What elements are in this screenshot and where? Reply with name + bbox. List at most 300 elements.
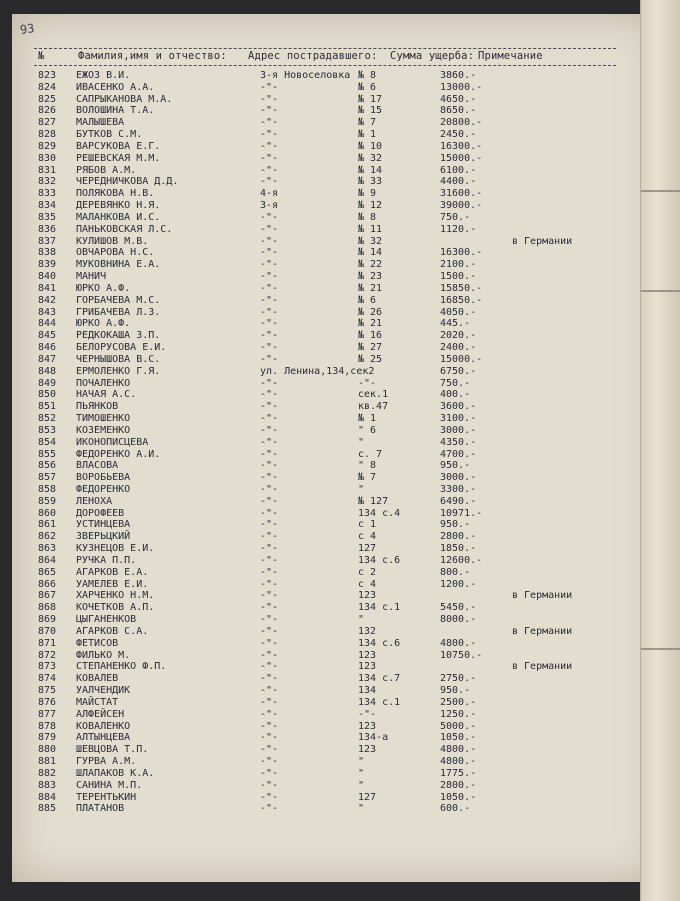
- row-address: -"-: [260, 625, 279, 637]
- row-name: ТЕРЕНТЬКИН: [76, 791, 137, 803]
- row-name: КОВАЛЕВ: [76, 673, 119, 685]
- table-row: [0, 354, 660, 366]
- row-name: ПОЧАЛЕНКО: [76, 377, 131, 389]
- table-row: [0, 259, 660, 271]
- row-sum: 2020.-: [440, 330, 477, 342]
- row-address: -"-: [260, 413, 279, 425]
- row-sum: 4400.-: [440, 176, 477, 188]
- table-header: [34, 48, 616, 66]
- row-number: 823: [38, 70, 57, 81]
- row-address: -"-: [260, 152, 279, 164]
- row-number: 837: [38, 235, 57, 247]
- row-number: 841: [38, 282, 57, 294]
- row-house: 123: [358, 590, 377, 602]
- row-house: ": [358, 614, 365, 626]
- row-house: ": [358, 436, 365, 448]
- table-row: [0, 105, 660, 117]
- table-row: [0, 709, 660, 721]
- row-number: 829: [38, 140, 57, 152]
- row-address: -"-: [260, 377, 279, 389]
- row-number: 832: [38, 176, 57, 188]
- row-address: -"-: [260, 519, 279, 531]
- row-number: 882: [38, 767, 57, 779]
- row-address: -"-: [260, 342, 279, 354]
- row-house: ": [358, 483, 365, 495]
- row-name: РЕДКОКАША З.П.: [76, 330, 161, 342]
- row-number: 860: [38, 507, 57, 519]
- row-name: МАЛАНКОВА И.С.: [76, 211, 161, 223]
- row-name: АГАРКОВ Е.А.: [76, 566, 149, 578]
- row-number: 883: [38, 779, 57, 791]
- row-name: РЕШЕВСКАЯ М.М.: [76, 152, 161, 164]
- row-name: РУЧКА П.П.: [76, 554, 137, 566]
- table-row: [0, 567, 660, 579]
- row-sum: 39000.-: [440, 200, 483, 212]
- row-name: ИВАСЕНКО А.А.: [76, 81, 155, 93]
- row-house: 123: [358, 649, 377, 661]
- table-row: [0, 685, 660, 697]
- row-house: 127: [358, 543, 377, 555]
- row-house: № 21: [358, 318, 383, 330]
- row-name: ГОРБАЧЕВА М.С.: [76, 294, 161, 306]
- row-house: с 4: [358, 531, 377, 543]
- row-number: 884: [38, 791, 57, 803]
- row-number: 877: [38, 708, 57, 720]
- table-row: [0, 318, 660, 330]
- row-name: МУКОВНИНА Е.А.: [76, 259, 161, 271]
- row-sum: 2750.-: [440, 673, 477, 685]
- row-number: 843: [38, 306, 57, 318]
- row-number: 864: [38, 554, 57, 566]
- table-row: [0, 472, 660, 484]
- table-row: [0, 590, 660, 602]
- table-row: [0, 94, 660, 106]
- row-address: -"-: [260, 140, 279, 152]
- table-row: [0, 389, 660, 401]
- row-name: КОЧЕТКОВ А.П.: [76, 602, 155, 614]
- row-number: 836: [38, 223, 57, 235]
- row-number: 885: [38, 803, 57, 815]
- row-address: -"-: [260, 744, 279, 756]
- row-address: -"-: [260, 720, 279, 732]
- row-number: 856: [38, 460, 57, 472]
- table-row: [0, 673, 660, 685]
- row-number: 844: [38, 318, 57, 330]
- row-sum: 4650.-: [440, 93, 477, 105]
- row-name: АЛФЕЙСЕН: [76, 708, 125, 720]
- row-name: ДОРОФЕЕВ: [76, 507, 125, 519]
- row-address: -"-: [260, 401, 279, 413]
- row-address: -"-: [260, 460, 279, 472]
- row-sum: 5450.-: [440, 602, 477, 614]
- row-sum: 12600.-: [440, 554, 483, 566]
- row-address: -"-: [260, 495, 279, 507]
- row-sum: 1200.-: [440, 578, 477, 590]
- row-house: № 7: [358, 472, 377, 484]
- row-name: ДЕРЕВЯНКО Н.Я.: [76, 200, 161, 212]
- row-address: -"-: [260, 129, 279, 141]
- row-house: № 22: [358, 259, 383, 271]
- row-address: -"-: [260, 472, 279, 484]
- row-number: 857: [38, 472, 57, 484]
- row-house: ": [358, 803, 365, 815]
- row-number: 881: [38, 756, 57, 768]
- row-address: -"-: [260, 803, 279, 815]
- row-sum: 800.-: [440, 566, 471, 578]
- row-address: -"-: [260, 318, 279, 330]
- row-sum: 2400.-: [440, 342, 477, 354]
- row-address: -"-: [260, 424, 279, 436]
- row-address: -"-: [260, 767, 279, 779]
- row-number: 859: [38, 495, 57, 507]
- row-address: -"-: [260, 389, 279, 401]
- row-house: ": [358, 779, 365, 791]
- row-number: 871: [38, 637, 57, 649]
- row-name: ЕЖОЗ В.И.: [76, 70, 131, 81]
- row-sum: 4800.-: [440, 756, 477, 768]
- row-house: 134 с.6: [358, 554, 401, 566]
- row-name: КУЗНЕЦОВ Е.И.: [76, 543, 155, 555]
- row-name: ЕРМОЛЕНКО Г.Я.: [76, 365, 161, 377]
- row-house: № 26: [358, 306, 383, 318]
- row-name: КОЗЕМЕНКО: [76, 424, 131, 436]
- table-row: [0, 614, 660, 626]
- row-address: -"-: [260, 507, 279, 519]
- row-number: 830: [38, 152, 57, 164]
- row-house: № 7: [358, 117, 377, 129]
- row-address: -"-: [260, 649, 279, 661]
- row-name: ВАРСУКОВА Е.Г.: [76, 140, 161, 152]
- table-row: [0, 460, 660, 472]
- row-name: АЛТЫНЦЕВА: [76, 732, 131, 744]
- table-row: [0, 496, 660, 508]
- table-row: [0, 271, 660, 283]
- row-house: ": [358, 767, 365, 779]
- row-sum: 31600.-: [440, 188, 483, 200]
- table-row: [0, 579, 660, 591]
- row-house: № 21: [358, 282, 383, 294]
- row-name: УАЛЧЕНДИК: [76, 685, 131, 697]
- row-sum: 1775.-: [440, 767, 477, 779]
- row-number: 854: [38, 436, 57, 448]
- row-house: 127: [358, 791, 377, 803]
- row-number: 846: [38, 342, 57, 354]
- row-number: 872: [38, 649, 57, 661]
- row-address: -"-: [260, 448, 279, 460]
- row-address: 3-я: [260, 200, 279, 212]
- row-sum: 2500.-: [440, 696, 477, 708]
- row-number: 853: [38, 424, 57, 436]
- row-house: 123: [358, 720, 377, 732]
- row-sum: 16300.-: [440, 140, 483, 152]
- row-name: ЧЕРНЫШОВА В.С.: [76, 353, 161, 365]
- row-number: 828: [38, 129, 57, 141]
- row-house: 134 с.1: [358, 696, 401, 708]
- row-house: № 14: [358, 164, 383, 176]
- row-number: 861: [38, 519, 57, 531]
- row-house: № 32: [358, 152, 383, 164]
- row-number: 851: [38, 401, 57, 413]
- row-sum: 15000.-: [440, 353, 483, 365]
- row-house: № 14: [358, 247, 383, 259]
- row-name: ЦЫГАНЕНКОВ: [76, 614, 137, 626]
- row-address: -"-: [260, 247, 279, 259]
- row-number: 878: [38, 720, 57, 732]
- row-number: 850: [38, 389, 57, 401]
- table-row: [0, 401, 660, 413]
- row-address: -"-: [260, 330, 279, 342]
- row-house: № 27: [358, 342, 383, 354]
- row-house: № 32: [358, 235, 383, 247]
- row-number: 827: [38, 117, 57, 129]
- row-number: 868: [38, 602, 57, 614]
- row-address: -"-: [260, 531, 279, 543]
- row-house: № 1: [358, 413, 377, 425]
- table-row: [0, 224, 660, 236]
- row-sum: 1250.-: [440, 708, 477, 720]
- row-sum: 8650.-: [440, 105, 477, 117]
- row-house: 134 с.6: [358, 637, 401, 649]
- row-sum: 3000.-: [440, 472, 477, 484]
- row-sum: 3860.-: [440, 70, 477, 81]
- row-house: № 10: [358, 140, 383, 152]
- table-row: [0, 543, 660, 555]
- row-address: -"-: [260, 661, 279, 673]
- table-row: [0, 484, 660, 496]
- row-number: 866: [38, 578, 57, 590]
- row-sum: 6100.-: [440, 164, 477, 176]
- row-number: 873: [38, 661, 57, 673]
- row-address: -"-: [260, 791, 279, 803]
- row-house: № 17: [358, 93, 383, 105]
- row-sum: 20800.-: [440, 117, 483, 129]
- table-row: [0, 176, 660, 188]
- row-address: -"-: [260, 235, 279, 247]
- table-row: [0, 756, 660, 768]
- table-row: [0, 792, 660, 804]
- row-number: 840: [38, 271, 57, 283]
- row-number: 875: [38, 685, 57, 697]
- row-house: -"-: [358, 377, 377, 389]
- table-row: [0, 283, 660, 295]
- row-address: -"-: [260, 779, 279, 791]
- row-address: -"-: [260, 685, 279, 697]
- row-name: ПАНЬКОВСКАЯ Л.С.: [76, 223, 173, 235]
- row-number: 835: [38, 211, 57, 223]
- row-number: 869: [38, 614, 57, 626]
- row-address: 3-я Новоселовка: [260, 70, 351, 81]
- table-row: [0, 602, 660, 614]
- row-house: 134-а: [358, 732, 389, 744]
- row-sum: 750.-: [440, 211, 471, 223]
- row-address: -"-: [260, 590, 279, 602]
- row-house: 134 с.1: [358, 602, 401, 614]
- row-address: -"-: [260, 259, 279, 271]
- table-row: [0, 531, 660, 543]
- table-row: [0, 366, 660, 378]
- row-number: 834: [38, 200, 57, 212]
- row-house: 134: [358, 685, 377, 697]
- row-sum: 4800.-: [440, 637, 477, 649]
- row-sum: 1850.-: [440, 543, 477, 555]
- header-note: Примечание: [478, 50, 543, 62]
- row-address: -"-: [260, 554, 279, 566]
- table-row: [0, 188, 660, 200]
- row-number: 870: [38, 625, 57, 637]
- row-sum: 1500.-: [440, 271, 477, 283]
- row-note: в Германии: [512, 661, 573, 673]
- row-address: -"-: [260, 436, 279, 448]
- row-address: -"-: [260, 696, 279, 708]
- row-name: МАЙСТАТ: [76, 696, 119, 708]
- row-number: 849: [38, 377, 57, 389]
- row-address: -"-: [260, 732, 279, 744]
- row-house: 132: [358, 625, 377, 637]
- row-name: ШЕВЦОВА Т.П.: [76, 744, 149, 756]
- row-number: 839: [38, 259, 57, 271]
- table-row: [0, 295, 660, 307]
- row-note: в Германии: [512, 625, 573, 637]
- row-sum: 1050.-: [440, 732, 477, 744]
- row-sum: 15000.-: [440, 152, 483, 164]
- row-address: -"-: [260, 637, 279, 649]
- row-number: 858: [38, 483, 57, 495]
- row-number: 865: [38, 566, 57, 578]
- row-house: № 8: [358, 70, 377, 81]
- row-address: -"-: [260, 306, 279, 318]
- row-address: -"-: [260, 117, 279, 129]
- row-number: 862: [38, 531, 57, 543]
- header-sum: Сумма ущерба:: [390, 50, 475, 62]
- row-name: ЗВЕРЬЦКИЙ: [76, 531, 131, 543]
- row-name: ПОЛЯКОВА Н.В.: [76, 188, 155, 200]
- row-house: " 8: [358, 460, 377, 472]
- row-sum: 10971.-: [440, 507, 483, 519]
- table-row: [0, 342, 660, 354]
- row-house: 134 с.4: [358, 507, 401, 519]
- row-address: -"-: [260, 223, 279, 235]
- row-address: -"-: [260, 282, 279, 294]
- row-sum: 15850.-: [440, 282, 483, 294]
- row-house: 123: [358, 661, 377, 673]
- table-row: [0, 626, 660, 638]
- row-name: ФИЛЬКО М.: [76, 649, 131, 661]
- table-row: [0, 638, 660, 650]
- row-address: -"-: [260, 294, 279, 306]
- table-row: [0, 650, 660, 662]
- row-name: ФЕДОРЕНКО: [76, 483, 131, 495]
- row-address: ул. Ленина,134,сек2: [260, 365, 375, 377]
- row-sum: 3600.-: [440, 401, 477, 413]
- table-row: [0, 153, 660, 165]
- row-house: сек.1: [358, 389, 389, 401]
- row-address: -"-: [260, 211, 279, 223]
- row-name: НАЧАЯ А.С.: [76, 389, 137, 401]
- row-number: 852: [38, 413, 57, 425]
- row-house: № 25: [358, 353, 383, 365]
- row-house: кв.47: [358, 401, 389, 413]
- row-number: 825: [38, 93, 57, 105]
- row-address: -"-: [260, 543, 279, 555]
- row-sum: 16300.-: [440, 247, 483, 259]
- row-name: ВЛАСОВА: [76, 460, 119, 472]
- table-row: [0, 236, 660, 248]
- row-name: ВОРОБЬЕВА: [76, 472, 131, 484]
- table-row: [0, 425, 660, 437]
- row-house: ": [358, 756, 365, 768]
- row-sum: 10750.-: [440, 649, 483, 661]
- table-row: [0, 555, 660, 567]
- row-number: 863: [38, 543, 57, 555]
- table-row: [0, 129, 660, 141]
- row-name: ГРИБАЧЕВА Л.З.: [76, 306, 161, 318]
- row-name: УСТИНЦЕВА: [76, 519, 131, 531]
- row-house: № 6: [358, 294, 377, 306]
- row-house: № 15: [358, 105, 383, 117]
- row-number: 838: [38, 247, 57, 259]
- row-note: в Германии: [512, 590, 573, 602]
- row-sum: 3000.-: [440, 424, 477, 436]
- row-number: 880: [38, 744, 57, 756]
- row-sum: 4700.-: [440, 448, 477, 460]
- row-name: КОВАЛЕНКО: [76, 720, 131, 732]
- header-name: Фамилия,имя и отчество:: [78, 50, 227, 62]
- table-row: [0, 661, 660, 673]
- table-row: [0, 378, 660, 390]
- row-name: ЧЕРЕДНИЧКОВА Д.Д.: [76, 176, 179, 188]
- row-name: ШЛАПАКОВ К.А.: [76, 767, 155, 779]
- row-address: 4-я: [260, 188, 279, 200]
- page-number: 93: [19, 21, 36, 37]
- header-number: №: [38, 50, 45, 62]
- row-name: ФЕТИСОВ: [76, 637, 119, 649]
- table-row: [0, 141, 660, 153]
- table-row: [0, 519, 660, 531]
- row-name: ВОЛОШИНА Т.А.: [76, 105, 155, 117]
- row-name: БЕЛОРУСОВА Е.И.: [76, 342, 167, 354]
- row-address: -"-: [260, 483, 279, 495]
- table-row: [0, 82, 660, 94]
- row-number: 826: [38, 105, 57, 117]
- row-house: " 6: [358, 424, 377, 436]
- row-sum: 1120.-: [440, 223, 477, 235]
- row-name: МАНИЧ: [76, 271, 107, 283]
- row-house: № 12: [358, 200, 383, 212]
- table-row: [0, 732, 660, 744]
- row-sum: 6750.-: [440, 365, 477, 377]
- row-name: ПЛАТАНОВ: [76, 803, 125, 815]
- row-number: 847: [38, 353, 57, 365]
- row-sum: 950.-: [440, 519, 471, 531]
- table-row: [0, 803, 660, 815]
- row-sum: 445.-: [440, 318, 471, 330]
- row-sum: 2800.-: [440, 779, 477, 791]
- row-sum: 4800.-: [440, 744, 477, 756]
- table-row: [0, 165, 660, 177]
- row-sum: 2100.-: [440, 259, 477, 271]
- row-sum: 16850.-: [440, 294, 483, 306]
- row-number: 876: [38, 696, 57, 708]
- row-address: -"-: [260, 673, 279, 685]
- row-number: 848: [38, 365, 57, 377]
- table-row: [0, 508, 660, 520]
- table-row: [0, 697, 660, 709]
- row-address: -"-: [260, 756, 279, 768]
- row-sum: 1050.-: [440, 791, 477, 803]
- row-address: -"-: [260, 176, 279, 188]
- table-row: [0, 413, 660, 425]
- table-row: [0, 768, 660, 780]
